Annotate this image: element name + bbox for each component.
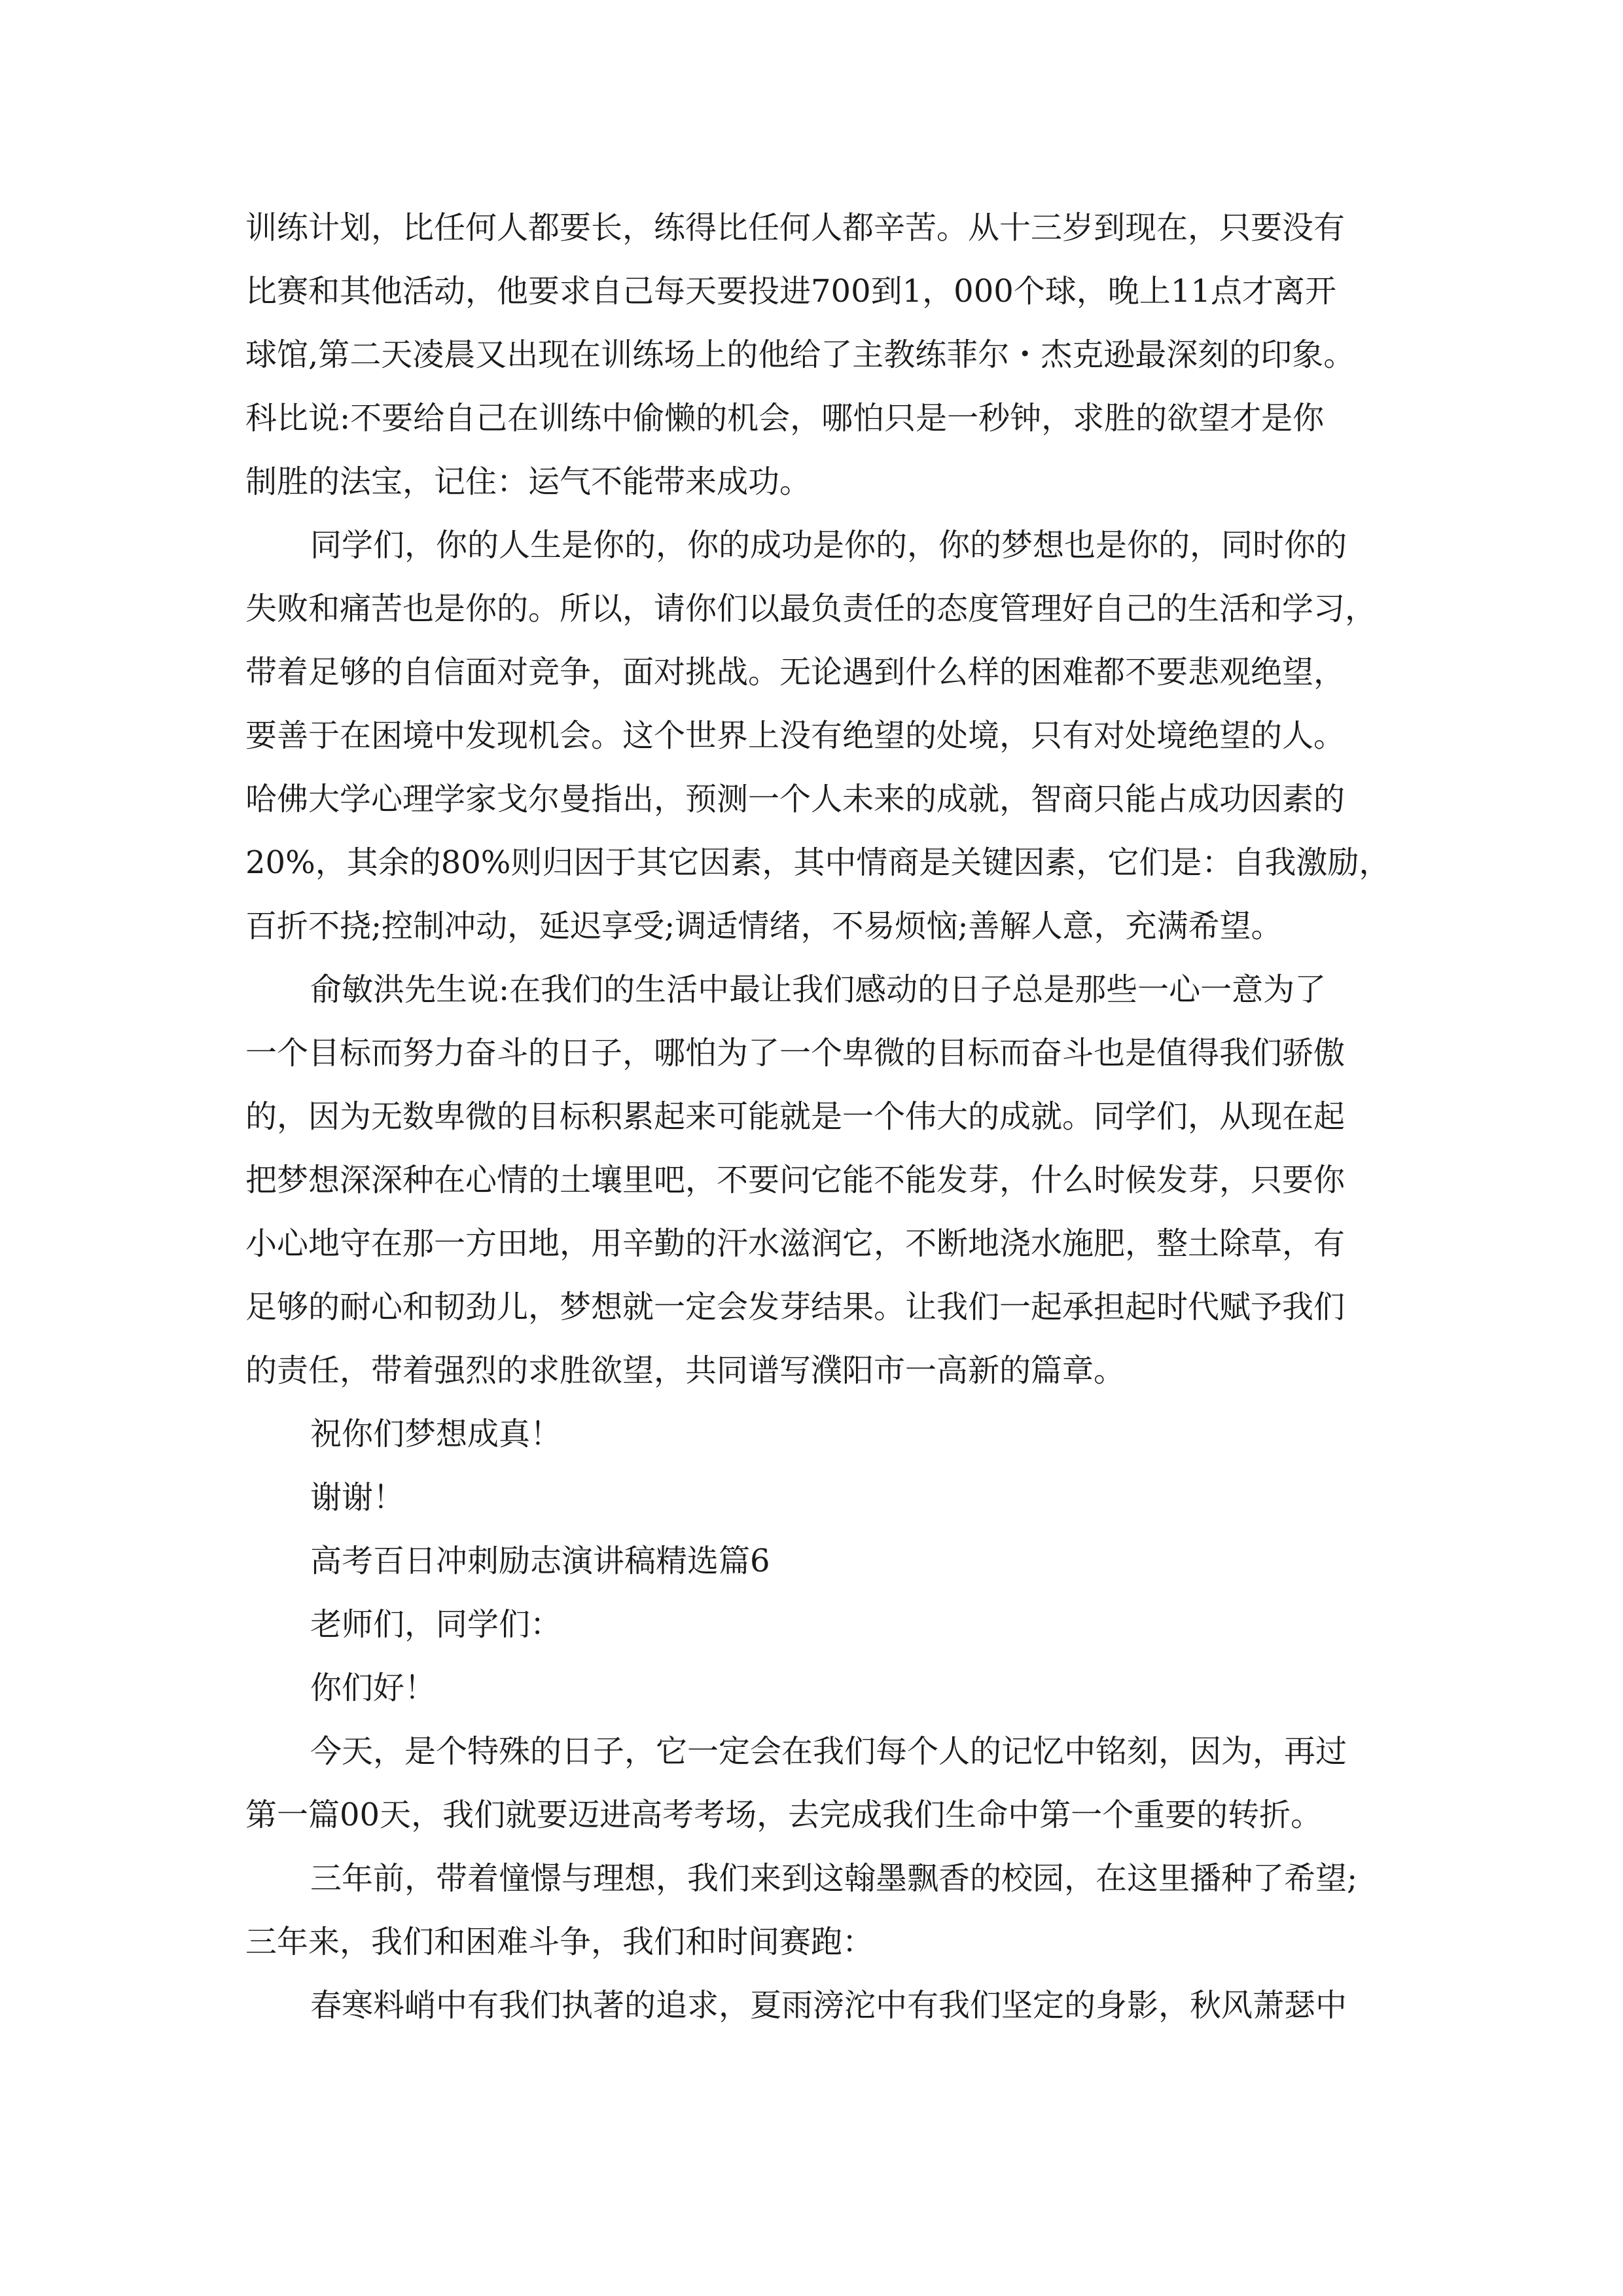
text-line: 科比说:不要给自己在训练中偷懒的机会，哪怕只是一秒钟，求胜的欲望才是你 xyxy=(245,400,1325,437)
text-line: 训练计划，比任何人都要长，练得比任何人都辛苦。从十三岁到现在，只要没有 xyxy=(245,209,1346,246)
text-line: 制胜的法宝，记住：运气不能带来成功。 xyxy=(245,463,812,500)
text-line: 同学们，你的人生是你的，你的成功是你的，你的梦想也是你的，同时你的 xyxy=(310,527,1347,564)
text-line: 祝你们梦想成真！ xyxy=(310,1416,562,1452)
text-line: 谢谢！ xyxy=(310,1479,405,1516)
text-line: 高考百日冲刺励志演讲稿精选篇6 xyxy=(310,1543,770,1579)
text-line: 春寒料峭中有我们执著的追求，夏雨滂沱中有我们坚定的身影，秋风萧瑟中 xyxy=(310,1987,1347,2024)
text-line: 老师们，同学们： xyxy=(310,1606,562,1643)
text-line: 要善于在困境中发现机会。这个世界上没有绝望的处境，只有对处境绝望的人。 xyxy=(245,717,1346,754)
text-line: 一个目标而努力奋斗的日子，哪怕为了一个卑微的目标而奋斗也是值得我们骄傲 xyxy=(245,1035,1346,1071)
text-line: 的责任，带着强烈的求胜欲望，共同谱写濮阳市一高新的篇章。 xyxy=(245,1352,1126,1389)
text-line: 三年来，我们和困难斗争，我们和时间赛跑： xyxy=(245,1924,874,1960)
text-line: 三年前，带着憧憬与理想，我们来到这翰墨飘香的校园，在这里播种了希望; xyxy=(310,1860,1358,1897)
text-line: 俞敏洪先生说:在我们的生活中最让我们感动的日子总是那些一心一意为了 xyxy=(310,971,1327,1008)
text-line: 20%，其余的80%则归因于其它因素，其中情商是关键因素，它们是：自我激励， xyxy=(245,844,1391,881)
text-line: 第一篇00天，我们就要迈进高考考场，去完成我们生命中第一个重要的转折。 xyxy=(245,1797,1323,1833)
text-line: 哈佛大学心理学家戈尔曼指出，预测一个人未来的成就，智商只能占成功因素的 xyxy=(245,781,1346,817)
text-line: 的，因为无数卑微的目标积累起来可能就是一个伟大的成就。同学们，从现在起 xyxy=(245,1098,1346,1135)
text-line: 球馆,第二天凌晨又出现在训练场上的他给了主教练菲尔・杰克逊最深刻的印象。 xyxy=(245,336,1355,373)
text-line: 你们好！ xyxy=(310,1670,437,1706)
text-line: 百折不挠;控制冲动，延迟享受;调适情绪，不易烦恼;善解人意，充满希望。 xyxy=(245,908,1283,944)
text-line: 把梦想深深种在心情的土壤里吧，不要问它能不能发芽，什么时候发芽，只要你 xyxy=(245,1162,1346,1198)
document-body xyxy=(245,196,1391,2037)
text-line: 足够的耐心和韧劲儿，梦想就一定会发芽结果。让我们一起承担起时代赋予我们 xyxy=(245,1289,1346,1325)
text-line: 今天，是个特殊的日子，它一定会在我们每个人的记忆中铭刻，因为，再过 xyxy=(310,1733,1347,1770)
text-line: 比赛和其他活动，他要求自己每天要投进700到1，000个球，晚上11点才离开 xyxy=(245,273,1336,310)
text-line: 带着足够的自信面对竞争，面对挑战。无论遇到什么样的困难都不要悲观绝望， xyxy=(245,654,1346,691)
text-line: 小心地守在那一方田地，用辛勤的汗水滋润它，不断地浇水施肥，整土除草，有 xyxy=(245,1225,1346,1262)
text-line: 失败和痛苦也是你的。所以，请你们以最负责任的态度管理好自己的生活和学习， xyxy=(245,590,1377,627)
